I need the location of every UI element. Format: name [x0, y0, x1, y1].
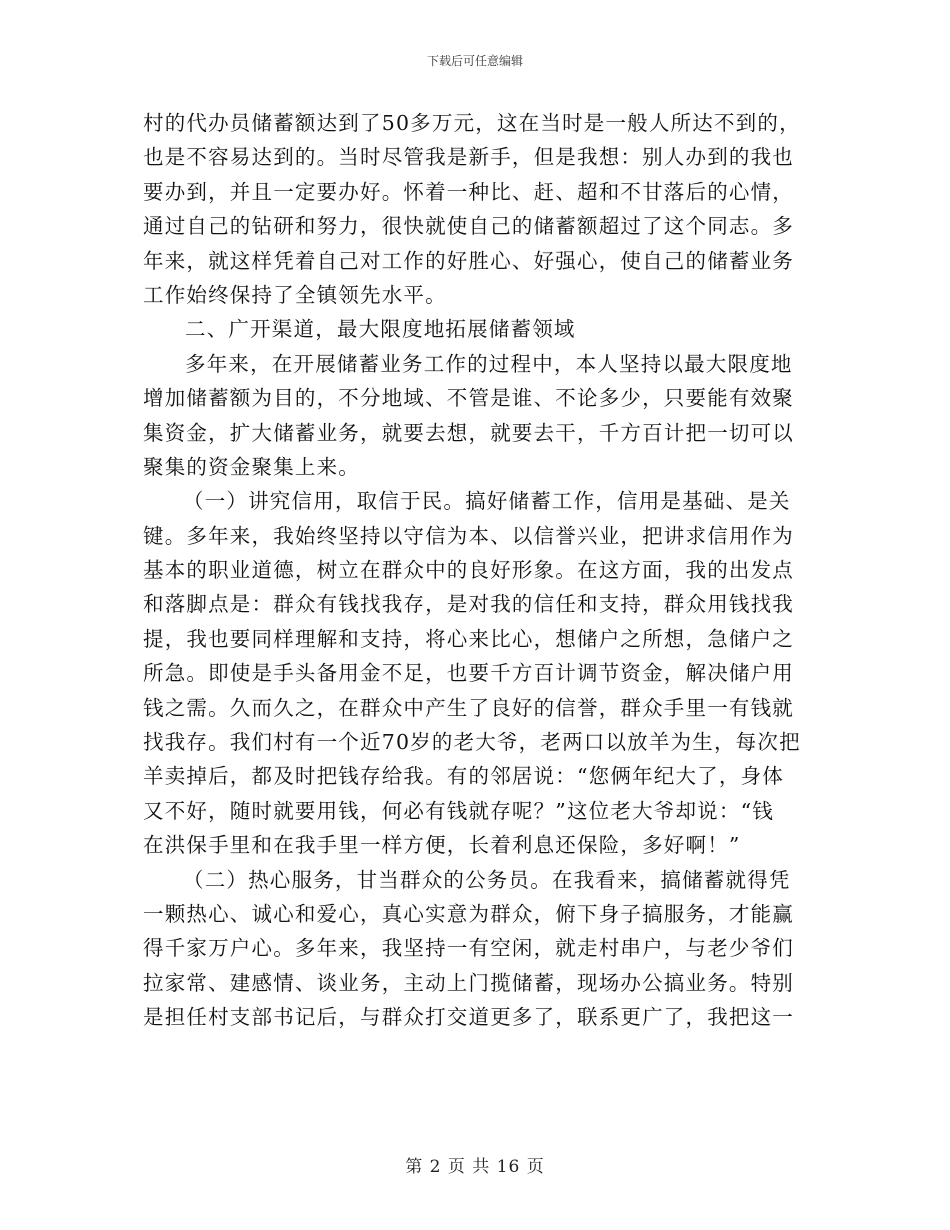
- page-header-note: 下载后可任意编辑: [426, 54, 523, 68]
- text-line: 集资金，扩大储蓄业务，就要去想，就要去干，千方百计把一切可以: [143, 420, 794, 445]
- text-line: 工作始终保持了全镇领先水平。: [143, 282, 447, 307]
- text-line: 是担任村支部书记后，与群众打交道更多了，联系更广了，我把这一: [143, 1005, 794, 1030]
- text-line: 基本的职业道德，树立在群众中的良好形象。在这方面，我的出发点: [143, 558, 794, 583]
- text-line: 聚集的资金聚集上来。: [143, 454, 360, 479]
- text-line: 一颗热心、诚心和爱心，真心实意为群众，俯下身子搞服务，才能赢: [143, 901, 794, 926]
- text-line: 所急。即使是手头备用金不足，也要千方百计调节资金，解决储户用: [143, 661, 794, 686]
- subsection-line: （一）讲究信用，取信于民。搞好储蓄工作，信用是基础、是关: [183, 489, 791, 514]
- text-line: 也是不容易达到的。当时尽管我是新手，但是我想：别人办到的我也: [143, 145, 794, 170]
- text-line: 多年来，在开展储蓄业务工作的过程中，本人坚持以最大限度地: [185, 351, 793, 376]
- text-line: 键。多年来，我始终坚持以守信为本、以信誉兴业，把讲求信用作为: [143, 523, 794, 548]
- text-line: 拉家常、建感情、谈业务，主动上门揽储蓄，现场办公搞业务。特别: [143, 970, 794, 995]
- text-line: 得千家万户心。多年来，我坚持一有空闲，就走村串户，与老少爷们: [143, 936, 794, 961]
- text-line: 找我存。我们村有一个近70岁的老大爷，老两口以放羊为生，每次把: [143, 730, 801, 755]
- text-line: 和落脚点是：群众有钱找我存，是对我的信任和支持，群众用钱找我: [143, 592, 794, 617]
- document-body: [143, 106, 807, 1035]
- text-line: 在洪保手里和在我手里一样方便，长着利息还保险，多好啊！”: [143, 833, 741, 858]
- subsection-line: （二）热心服务，甘当群众的公务员。在我看来，搞储蓄就得凭: [183, 867, 791, 892]
- page-number-footer: 第 2 页 共 16 页: [405, 1157, 545, 1177]
- text-line: 钱之需。久而久之，在群众中产生了良好的信誉，群众手里一有钱就: [143, 695, 794, 720]
- text-line: 又不好，随时就要用钱，何必有钱就存呢？”这位老大爷却说：“钱: [143, 798, 774, 823]
- text-line: 年来，就这样凭着自己对工作的好胜心、好强心，使自己的储蓄业务: [143, 248, 794, 273]
- section-heading: 二、广开渠道，最大限度地拓展储蓄领域: [185, 317, 576, 342]
- text-line: 要办到，并且一定要办好。怀着一种比、赶、超和不甘落后的心情，: [143, 179, 794, 204]
- text-line: 羊卖掉后，都及时把钱存给我。有的邻居说：“您俩年纪大了，身体: [143, 764, 784, 789]
- text-line: 村的代办员储蓄额达到了50多万元，这在当时是一般人所达不到的，: [143, 111, 801, 135]
- text-line: 提，我也要同样理解和支持，将心来比心，想储户之所想，急储户之: [143, 626, 794, 651]
- text-line: 通过自己的钻研和努力，很快就使自己的储蓄额超过了这个同志。多: [143, 214, 794, 239]
- text-line: 增加储蓄额为目的，不分地域、不管是谁、不论多少，只要能有效聚: [143, 386, 794, 411]
